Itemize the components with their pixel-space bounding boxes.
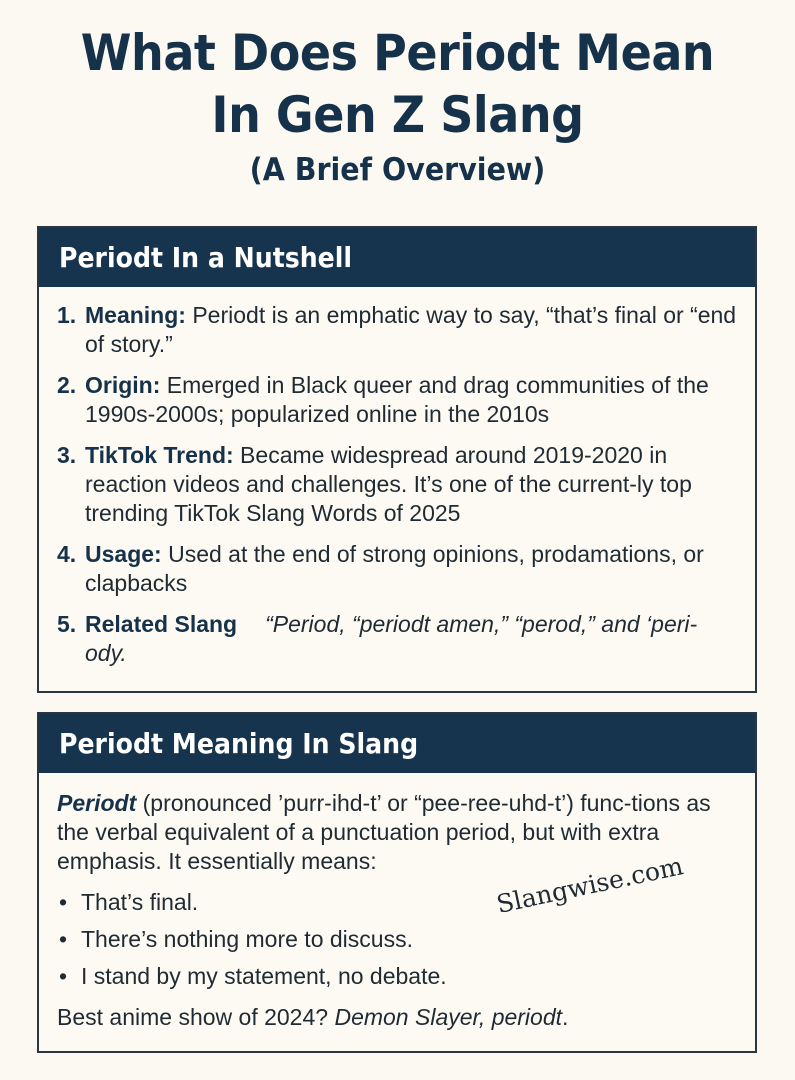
list-number: 4.: [57, 541, 77, 567]
bullet-icon: •: [59, 889, 68, 915]
bullet-text: I stand by my statement, no debate.: [81, 963, 447, 989]
list-item-tiktok-trend: [57, 441, 737, 528]
meaning-card-body: [39, 773, 755, 1032]
list-number: 1.: [57, 302, 77, 328]
item-label: Meaning:: [85, 302, 186, 328]
list-item-meaning: [57, 301, 737, 359]
list-number: 3.: [57, 442, 77, 468]
item-text: Emerged in Black queer and drag communities of the 1990s-2000s; popularized online in the 2010s: [85, 372, 709, 427]
page-title-block: [0, 22, 795, 190]
nutshell-card-body: [39, 287, 755, 668]
bullet-item: [57, 925, 737, 954]
page-title-line-2: In Gen Z Slang: [211, 86, 584, 144]
meaning-bullets: [57, 888, 737, 991]
page-title-line-1: What Does Periodt Mean: [80, 24, 715, 82]
nutshell-heading: Periodt In a Nutshell: [59, 241, 353, 274]
list-number: 5.: [57, 611, 77, 637]
list-number: 2.: [57, 372, 77, 398]
item-text: Periodt is an emphatic way to say, “that’s final or “end of story.”: [85, 302, 737, 357]
list-item-usage: [57, 540, 737, 598]
example-end: .: [562, 1004, 569, 1030]
nutshell-card: [37, 226, 757, 693]
bullet-text: There’s nothing more to discuss.: [81, 926, 413, 952]
bullet-text: That’s final.: [81, 889, 199, 915]
meaning-card-header: [39, 714, 755, 773]
meaning-heading: Periodt Meaning In Slang: [59, 727, 419, 760]
example-italic: Demon Slayer, periodt: [334, 1004, 563, 1030]
page-subtitle: (A Brief Overview): [249, 152, 546, 188]
item-label: Related Slang: [85, 611, 238, 637]
bullet-icon: •: [59, 963, 68, 989]
list-item-origin: [57, 371, 737, 429]
item-text: Became widespread around 2019-2020 in reaction videos and challenges. It’s one of the current-ly top trending TikTok Slang Words of 2025: [85, 442, 692, 526]
term: Periodt: [57, 790, 137, 816]
watermark: Slangwise.com: [493, 851, 686, 919]
bullet-item: [57, 888, 737, 917]
item-text: Used at the end of strong opinions, prodamations, or clapbacks: [85, 541, 704, 596]
example-lead: Best anime show of 2024?: [57, 1004, 335, 1030]
example-sentence: [57, 1003, 737, 1032]
list-item-related-slang: [57, 610, 737, 668]
bullet-icon: •: [59, 926, 68, 952]
item-label: TikTok Trend:: [85, 442, 234, 468]
item-text: “Period, “periodt amen,” “perod,” and ‘peri-ody.: [85, 611, 698, 666]
nutshell-card-header: [39, 228, 755, 287]
bullet-item: [57, 962, 737, 991]
item-label: Usage:: [85, 541, 162, 567]
paragraph-text: (pronounced ’purr-ihd-t’ or “pee-ree-uhd-t’) func-tions as the verbal equivalent of a punctuation period, but with extra emphasis. It essentially means:: [57, 790, 711, 874]
item-label: Origin:: [85, 372, 161, 398]
